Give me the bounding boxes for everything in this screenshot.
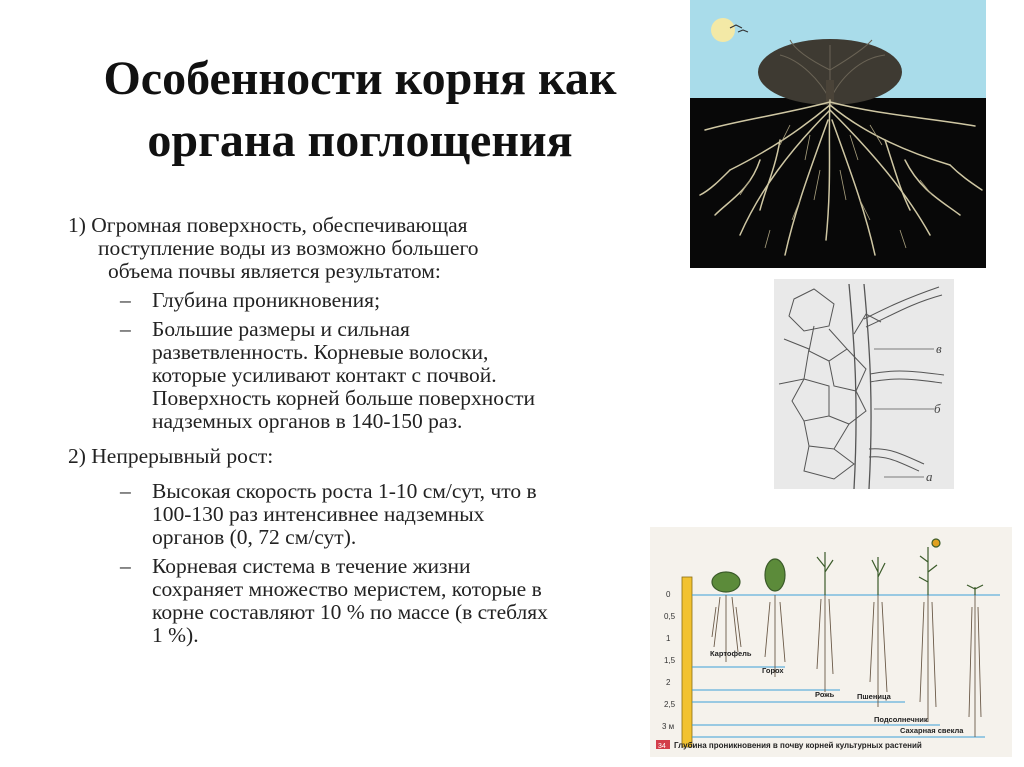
point-1-sub-2 <box>68 318 638 433</box>
plant-label-sugar-beet: Сахарная свекла <box>900 726 964 735</box>
point-1-line-1: 1) Огромная поверхность, обеспечивающая <box>68 213 468 237</box>
point-2 <box>68 445 638 468</box>
sub-text-line: Большие размеры и сильная <box>152 317 410 341</box>
sub-text-line: Поверхность корней больше поверхности <box>152 386 536 410</box>
sub-text-line: корне составляют 10 % по массе (в стеблях <box>152 600 548 624</box>
point-2-sub-2 <box>68 555 638 647</box>
dash-marker: – <box>120 479 131 503</box>
sub-text-line: разветвленность. Корневые волоски, <box>152 340 489 364</box>
sub-text-line: надземных органов в 140-150 раз. <box>152 409 463 433</box>
label-a: а <box>926 469 933 484</box>
scale-tick: 2,5 <box>664 700 676 709</box>
point-2-sub-1 <box>68 480 638 549</box>
slide-title <box>40 48 680 172</box>
scale-tick: 0,5 <box>664 612 676 621</box>
scale-tick: 0 <box>666 590 671 599</box>
root-hair-drawing <box>774 279 954 489</box>
label-b: б <box>934 401 941 416</box>
sub-text-line: Высокая скорость роста 1-10 см/сут, что в <box>152 479 537 503</box>
point-1 <box>68 214 638 283</box>
plant-label-rye: Рожь <box>815 690 835 699</box>
sub-text-line: Корневая система в течение жизни <box>152 554 471 578</box>
crop-roots-chart <box>650 527 1012 757</box>
caption-tag-text: 34 <box>658 743 666 750</box>
sub-text-line: которые усиливают контакт с почвой. <box>152 363 497 387</box>
sub-text-line: Глубина проникновения; <box>152 288 381 312</box>
point-1-line-2: поступление воды из возможно большего <box>98 236 479 260</box>
plant-label-pea: Горох <box>762 666 784 675</box>
scale-tick: 2 <box>666 678 671 687</box>
title-line-1: Особенности корня как <box>103 52 617 105</box>
sub-text-line: 100-130 раз интенсивнее надземных <box>152 502 485 526</box>
label-v: в <box>936 341 942 356</box>
slide-body <box>68 214 638 647</box>
dash-marker: – <box>120 554 131 578</box>
scale-tick: 1,5 <box>664 656 676 665</box>
sub-text-line: сохраняет множество меристем, которые в <box>152 577 542 601</box>
point-1-line-3: объема почвы является результатом: <box>108 259 441 283</box>
scale-tick: 1 <box>666 634 671 643</box>
sub-text-line: 1 %). <box>152 623 199 647</box>
scale-tick: 3 м <box>662 722 675 731</box>
point-1-sub-1 <box>68 289 638 312</box>
chart-caption: Глубина проникновения в почву корней культурных растений <box>674 741 922 750</box>
dash-marker: – <box>120 288 131 312</box>
plant-label-potato: Картофель <box>710 649 752 658</box>
plant-label-sunflower: Подсолнечник <box>874 715 928 724</box>
sub-text-line: органов (0, 72 см/сут). <box>152 525 357 549</box>
point-2-line-1: 2) Непрерывный рост: <box>68 444 274 468</box>
title-line-2: органа поглощения <box>147 114 573 167</box>
tree-roots-image <box>690 0 986 268</box>
plant-label-wheat: Пшеница <box>857 692 891 701</box>
dash-marker: – <box>120 317 131 341</box>
